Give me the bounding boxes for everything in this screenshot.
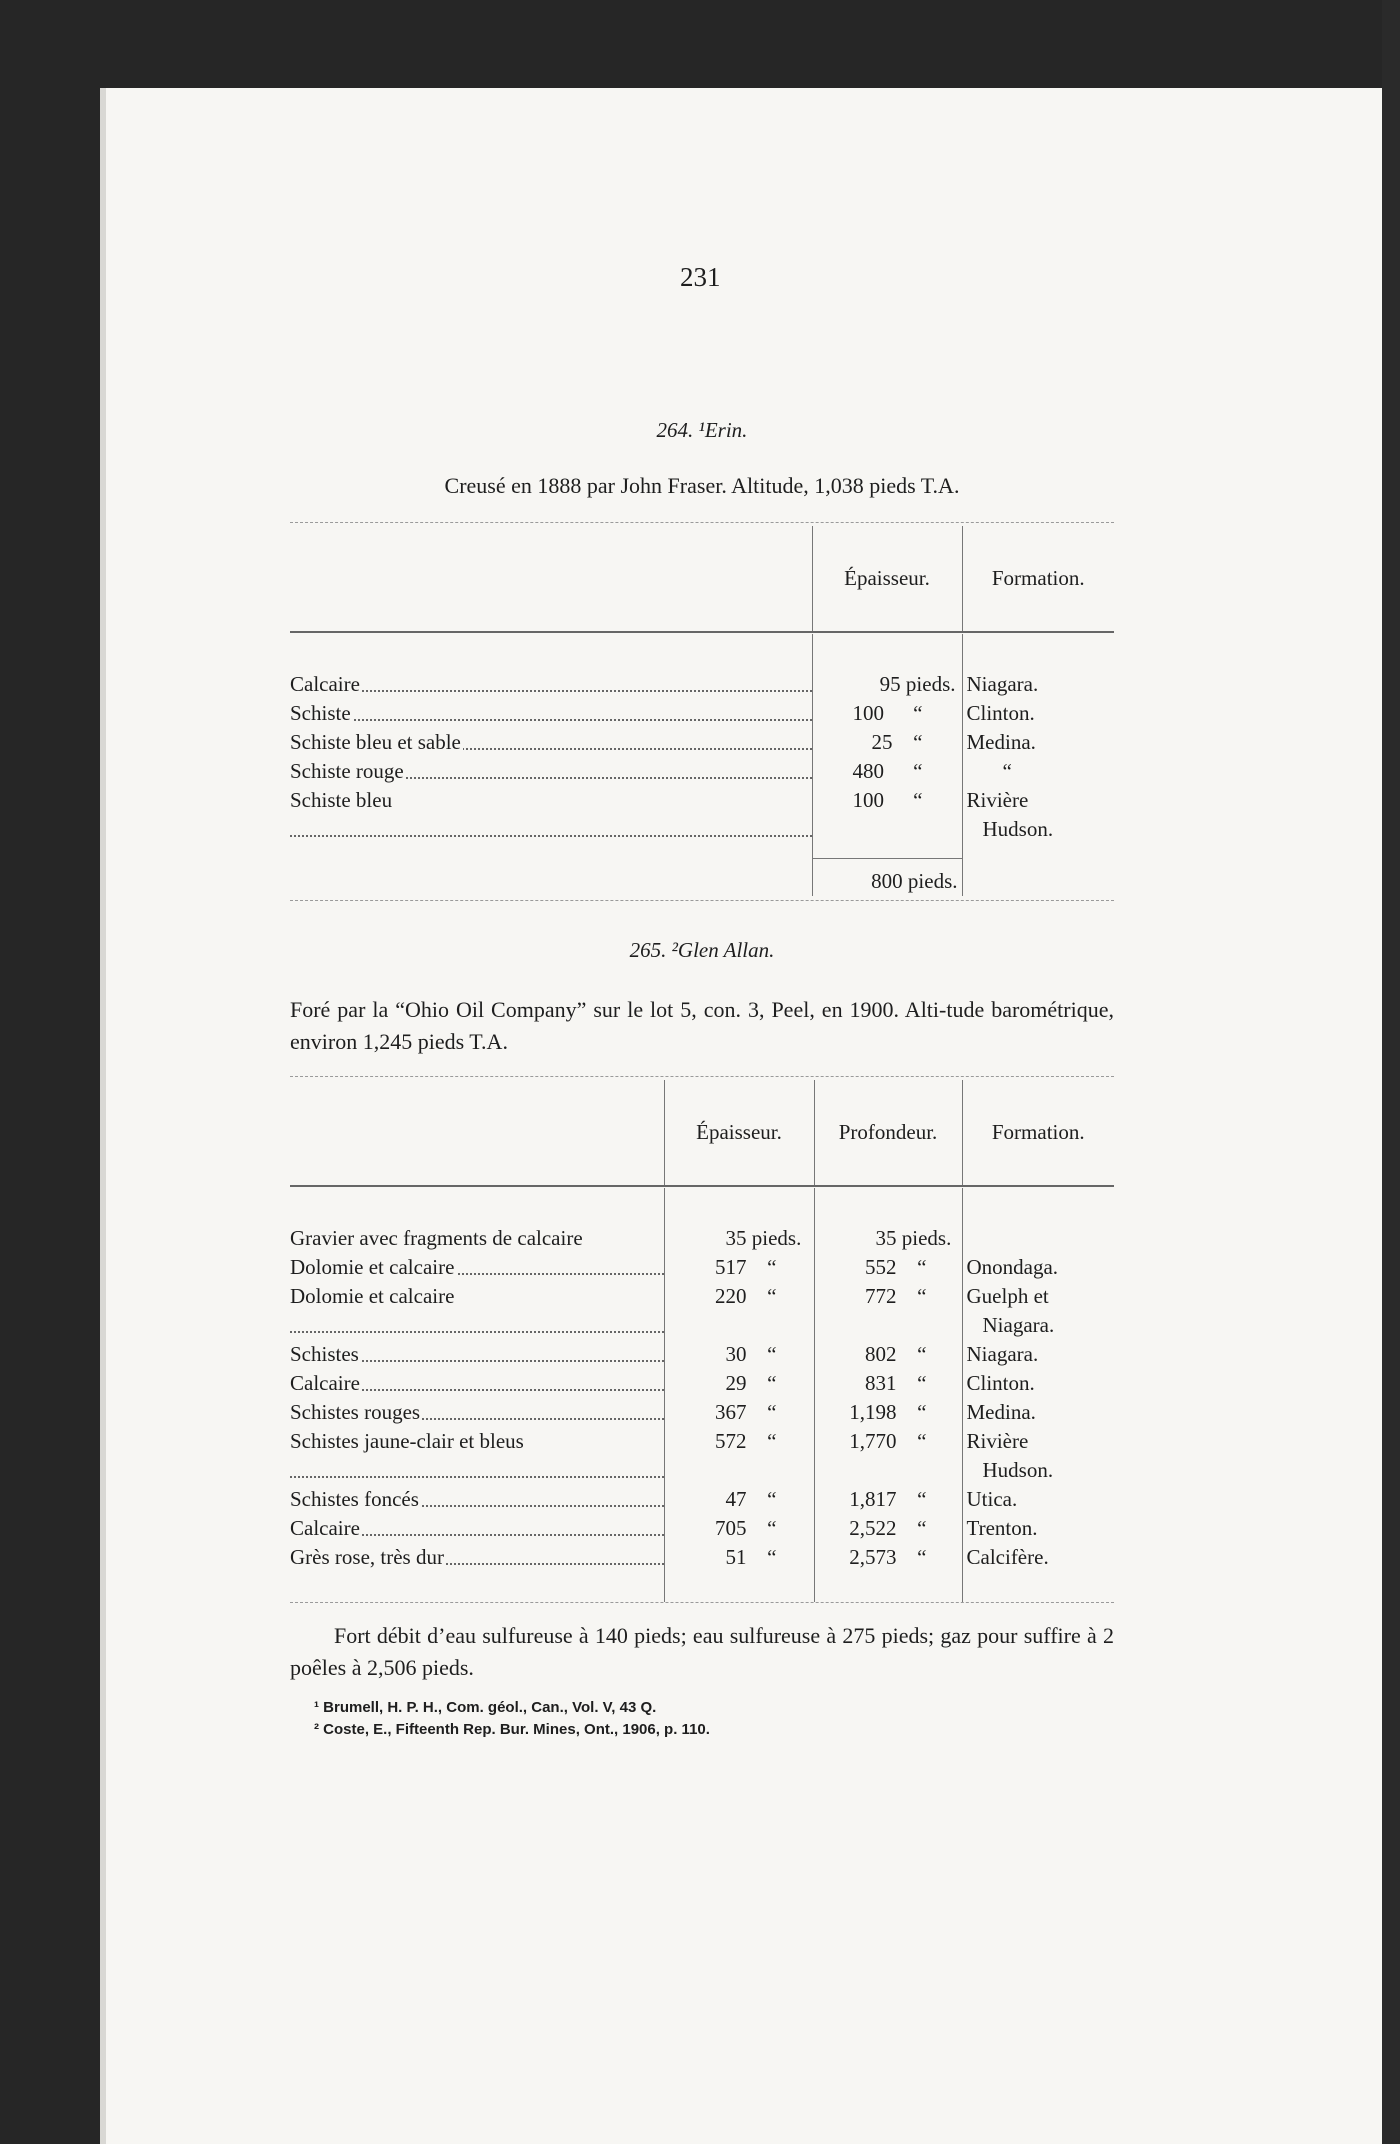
table-row: Schiste 100 “ Clinton. bbox=[290, 699, 1114, 728]
table-row: Gravier avec fragments de calcaire 35 pieds. 35 pieds. bbox=[290, 1224, 1114, 1253]
table-row: Dolomie et calcaire 220 “ 772 “ Guelph et Niagara. bbox=[290, 1282, 1114, 1340]
page-number: 231 bbox=[680, 262, 721, 292]
scan-border-top bbox=[0, 0, 1400, 88]
header-thickness-2: Épaisseur. bbox=[664, 1080, 814, 1185]
footnotes bbox=[290, 1697, 1138, 1741]
table-264 bbox=[290, 522, 1114, 901]
header-thickness: Épaisseur. bbox=[812, 526, 962, 631]
table-row: Schistes 30 “ 802 “ Niagara. bbox=[290, 1340, 1114, 1369]
total-thickness: 800 pieds. bbox=[812, 858, 962, 896]
footnote-1: ¹ Brumell, H. P. H., Com. géol., Can., Vol. V, 43 Q. bbox=[314, 1699, 657, 1716]
table-row: Schiste bleu 100 “ Rivière Hudson. bbox=[290, 786, 1114, 844]
table-row: Schistes rouges 367 “ 1,198 “ Medina. bbox=[290, 1398, 1114, 1427]
table-row: Calcaire 705 “ 2,522 “ Trenton. bbox=[290, 1514, 1114, 1543]
footnote-2: ² Coste, E., Fifteenth Rep. Bur. Mines, Ont., 1906, p. 110. bbox=[314, 1721, 710, 1738]
table-row: Grès rose, très dur 51 “ 2,573 “ Calcifère. bbox=[290, 1543, 1114, 1572]
header-formation-2: Formation. bbox=[962, 1080, 1114, 1185]
table-265 bbox=[290, 1076, 1114, 1603]
section-intro-264: Creusé en 1888 par John Fraser. Altitude, 1,038 pieds T.A. bbox=[444, 473, 960, 498]
section-title-264: 264. ¹Erin. bbox=[656, 418, 748, 442]
table-row: Calcaire 29 “ 831 “ Clinton. bbox=[290, 1369, 1114, 1398]
scan-border-right bbox=[1382, 0, 1400, 2144]
table-row: Schiste bleu et sable 25 “ Medina. bbox=[290, 728, 1114, 757]
table-row: Schistes jaune-clair et bleus 572 “ 1,770 “ Rivière Hudson. bbox=[290, 1427, 1114, 1485]
section-note-265: Fort débit d’eau sulfureuse à 140 pieds; eau sulfureuse à 275 pieds; gaz pour suffire à 2 poêles à 2,506 pieds. bbox=[290, 1623, 1114, 1680]
table-row: Schiste rouge 480 “ “ bbox=[290, 757, 1114, 786]
header-depth: Profondeur. bbox=[814, 1080, 962, 1185]
table-row: Dolomie et calcaire 517 “ 552 “ Onondaga. bbox=[290, 1253, 1114, 1282]
section-title-265: 265. ²Glen Allan. bbox=[629, 938, 775, 962]
table-row: Schistes foncés 47 “ 1,817 “ Utica. bbox=[290, 1485, 1114, 1514]
section-intro-265: Foré par la “Ohio Oil Company” sur le lot 5, con. 3, Peel, en 1900. Alti-tude barométrique, environ 1,245 pieds T.A. bbox=[290, 997, 1114, 1054]
table-row: Calcaire 95 pieds. Niagara. bbox=[290, 670, 1114, 699]
scan-border-left bbox=[0, 0, 100, 2144]
header-formation: Formation. bbox=[962, 526, 1114, 631]
